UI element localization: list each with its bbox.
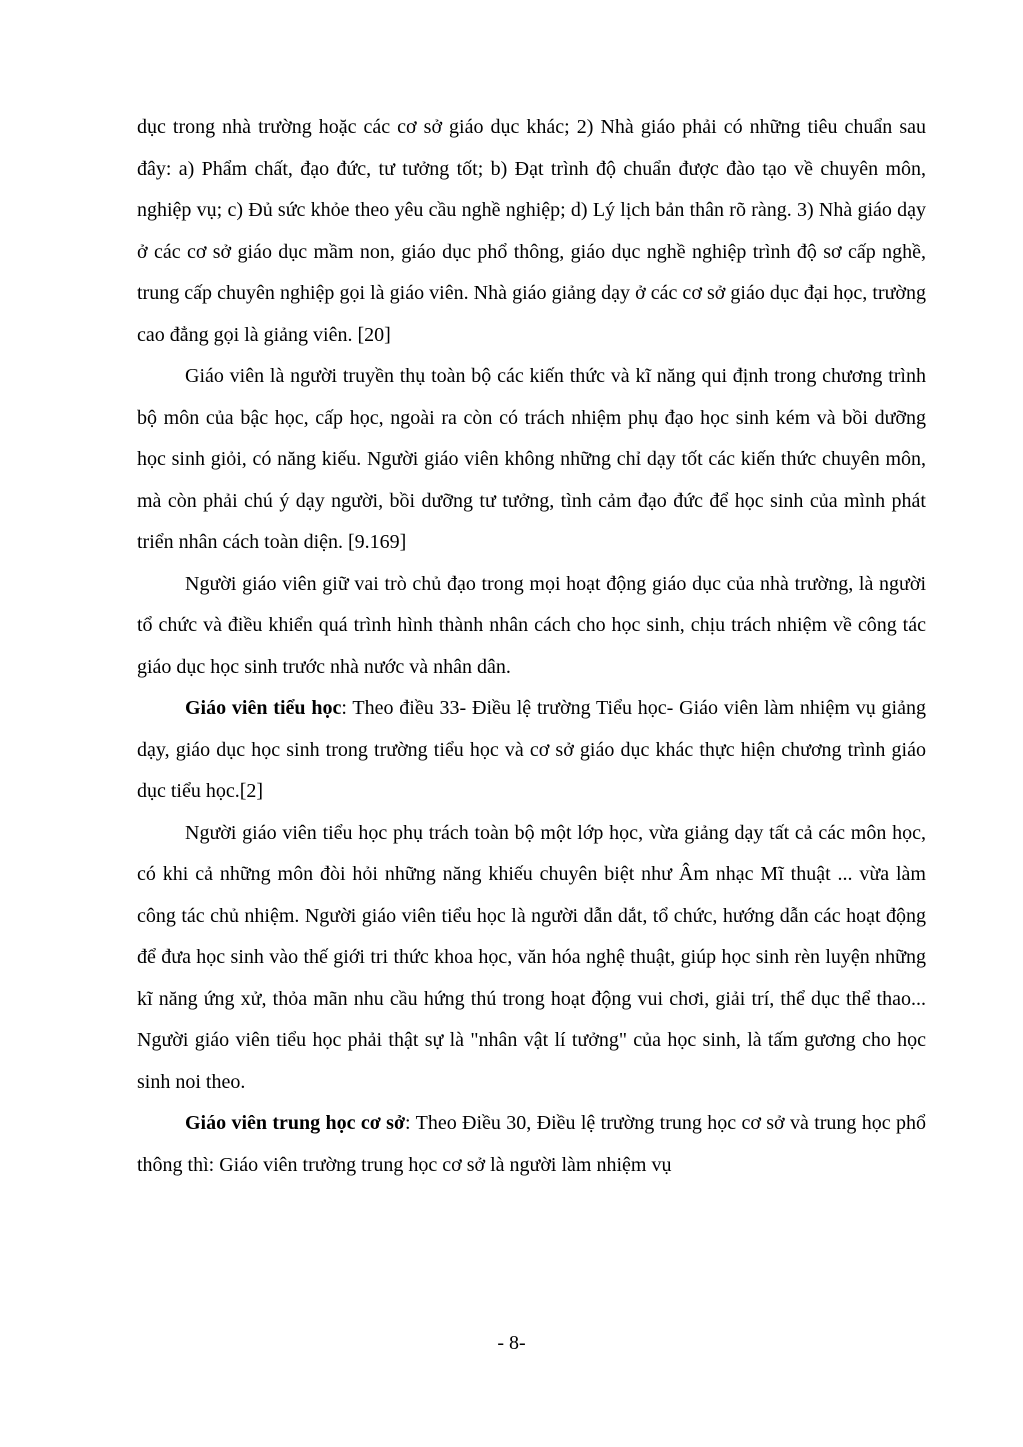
paragraph-6-heading: Giáo viên trung học cơ sở [185,1112,406,1134]
paragraph-3 [137,564,926,689]
paragraph-4 [137,688,926,813]
paragraph-6 [137,1103,926,1186]
document-body [137,107,926,1186]
paragraph-6-text: : Theo Điều 30, Điều lệ trường trung học cơ sở và trung học phổ thông thì: Giáo viên trường trung học cơ sở là người làm nhiệm vụ [137,1112,926,1176]
paragraph-1 [137,107,926,356]
paragraph-4-heading: Giáo viên tiểu học [185,697,342,719]
paragraph-5 [137,813,926,1104]
paragraph-2-text: Giáo viên là người truyền thụ toàn bộ các kiến thức và kĩ năng qui định trong chương trình bộ môn của bậc học, cấp học, ngoài ra còn có trách nhiệm phụ đạo học sinh kém và bồi dưỡng học sinh giỏi, có năng kiếu. Người giáo viên không những chỉ dạy tốt các kiến thức chuyên môn, mà còn phải chú ý dạy người, bồi dưỡng tư tưởng, tình cảm đạo đức để học sinh của mình phát triển nhân cách toàn diện. [9.169] [137,365,926,553]
paragraph-2 [137,356,926,564]
paragraph-1-text: dục trong nhà trường hoặc các cơ sở giáo dục khác; 2) Nhà giáo phải có những tiêu chuẩn sau đây: a) Phẩm chất, đạo đức, tư tưởng tốt; b) Đạt trình độ chuẩn được đào tạo về chuyên môn, nghiệp vụ; c) Đủ sức khỏe theo yêu cầu nghề nghiệp; d) Lý lịch bản thân rõ ràng. 3) Nhà giáo dạy ở các cơ sở giáo dục mầm non, giáo dục phổ thông, giáo dục nghề nghiệp trình độ sơ cấp nghề, trung cấp chuyên nghiệp gọi là giáo viên. Nhà giáo giảng dạy ở các cơ sở giáo dục đại học, trường cao đẳng gọi là giảng viên. [20] [137,116,926,346]
paragraph-3-text: Người giáo viên giữ vai trò chủ đạo trong mọi hoạt động giáo dục của nhà trường, là người tổ chức và điều khiển quá trình hình thành nhân cách cho học sinh, chịu trách nhiệm về công tác giáo dục học sinh trước nhà nước và nhân dân. [137,572,926,678]
paragraph-5-text: Người giáo viên tiểu học phụ trách toàn bộ một lớp học, vừa giảng dạy tất cả các môn học, có khi cả những môn đòi hỏi những năng khiếu chuyên biệt như Âm nhạc Mĩ thuật ... vừa làm công tác chủ nhiệm. Người giáo viên tiểu học là người dẫn dắt, tổ chức, hướng dẫn các hoạt động để đưa học sinh vào thế giới tri thức khoa học, văn hóa nghệ thuật, giúp học sinh rèn luyện những kĩ năng ứng xử, thỏa mãn nhu cầu hứng thú trong hoạt động vui chơi, giải trí, thể dục thể thao... Người giáo viên tiểu học phải thật sự là "nhân vật lí tưởng" của học sinh, là tấm gương cho học sinh noi theo. [137,821,926,1093]
page-number: - 8- [497,1332,526,1354]
paragraph-4-text: : Theo điều 33- Điều lệ trường Tiểu học- Giáo viên làm nhiệm vụ giảng dạy, giáo dục học sinh trong trường tiểu học và cơ sở giáo dục khác thực hiện chương trình giáo dục tiểu học.[2] [137,697,926,802]
